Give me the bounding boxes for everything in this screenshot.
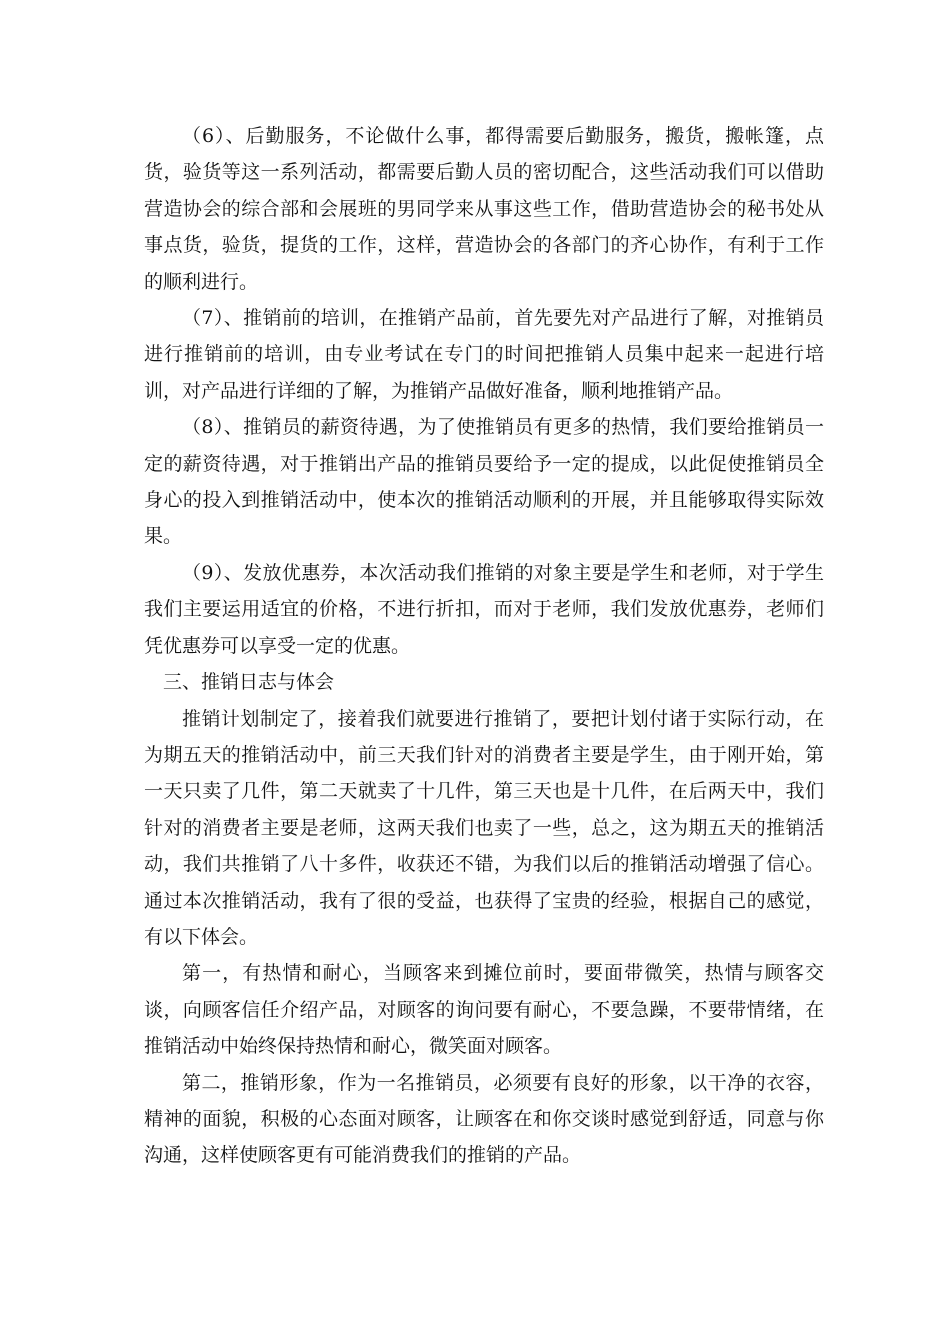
document-body xyxy=(144,118,824,1174)
paragraph-image: 第二，推销形象，作为一名推销员，必须要有良好的形象，以干净的衣容，精神的面貌，积极的心态面对顾客，让顾客在和你交谈时感觉到舒适，同意与你沟通，这样使顾客更有可能消费我们的推销的产品。 xyxy=(144,1071,824,1167)
paragraph-enthusiasm: 第一，有热情和耐心，当顾客来到摊位前时，要面带微笑，热情与顾客交谈，向顾客信任介绍产品，对顾客的询问要有耐心，不要急躁，不要带情绪，在推销活动中始终保持热情和耐心，微笑面对顾客。 xyxy=(144,962,824,1058)
paragraph-training: （7）、推销前的培训，在推销产品前，首先要先对产品进行了解，对推销员进行推销前的培训，由专业考试在专门的时间把推销人员集中起来一起进行培训，对产品进行详细的了解，为推销产品做好准备，顺利地推销产品。 xyxy=(144,307,824,402)
paragraph-salary: （8）、推销员的薪资待遇，为了使推销员有更多的热情，我们要给推销员一定的薪资待遇，对于推销出产品的推销员要给予一定的提成，以此促使推销员全身心的投入到推销活动中，使本次的推销活动顺利的开展，并且能够取得实际效果。 xyxy=(144,416,824,548)
paragraph-logistics: （6）、后勤服务，不论做什么事，都得需要后勤服务，搬货，搬帐篷，点货，验货等这一系列活动，都需要后勤人员的密切配合，这些活动我们可以借助营造协会的综合部和会展班的男同学来从事这些工作，借助营造协会的秘书处从事点货，验货，提货的工作，这样，营造协会的各部门的齐心协作，有利于工作的顺利进行。 xyxy=(144,125,824,293)
section-heading: 三、推销日志与体会 xyxy=(163,671,335,694)
paragraph-sales-log: 推销计划制定了，接着我们就要进行推销了，要把计划付诸于实际行动，在为期五天的推销活动中，前三天我们针对的消费者主要是学生，由于刚开始，第一天只卖了几件，第二天就卖了十几件，第三天也是十几件，在后两天中，我们针对的消费者主要是老师，这两天我们也卖了一些，总之，这为期五天的推销活动，我们共推销了八十多件，收获还不错，为我们以后的推销活动增强了信心。通过本次推销活动，我有了很的受益，也获得了宝贵的经验，根据自己的感觉，有以下体会。 xyxy=(144,707,824,948)
paragraph-coupons: （9）、发放优惠券，本次活动我们推销的对象主要是学生和老师，对于学生我们主要运用适宜的价格，不进行折扣，而对于老师，我们发放优惠券，老师们凭优惠券可以享受一定的优惠。 xyxy=(144,561,824,657)
